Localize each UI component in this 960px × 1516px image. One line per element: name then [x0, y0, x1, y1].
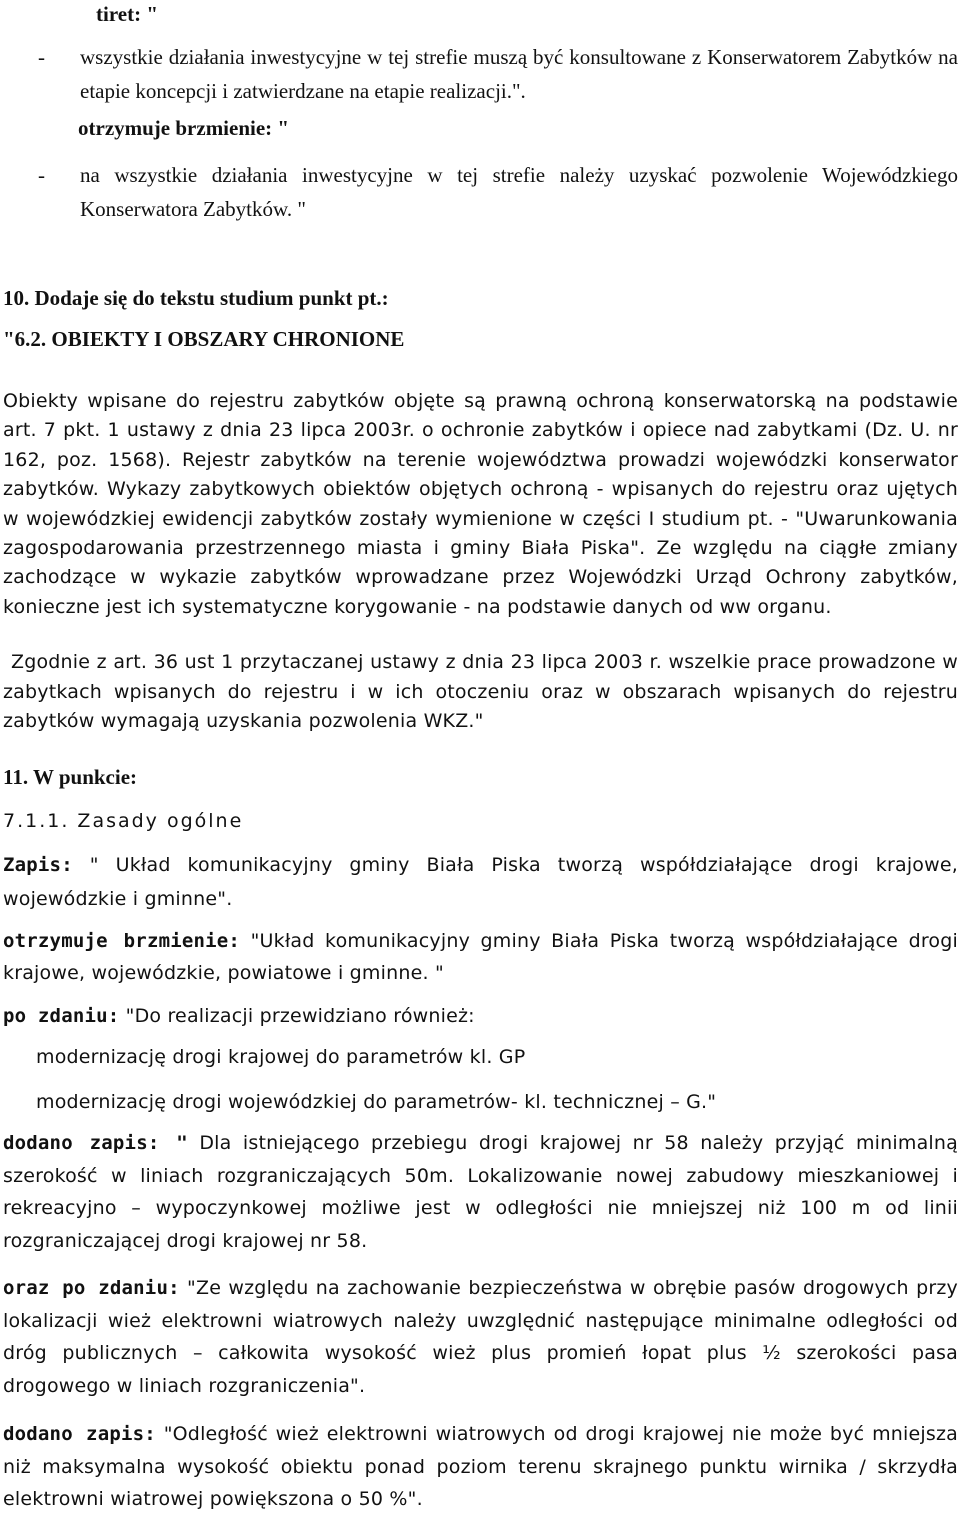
paragraph-dodano-zapis-2: [3, 1418, 958, 1516]
paragraph-oraz-po-zdaniu: [3, 1272, 958, 1402]
dodano-zapis-label: dodano zapis:: [3, 1423, 156, 1445]
otrzymuje-text: "Układ komunikacyjny gminy Biała Piska tworzą współdziałające drogi krajowe, wojewódzkie, powiatowe i gminne. ": [3, 930, 959, 984]
zapis-label: Zapis:: [3, 854, 73, 876]
list-dash: -: [38, 163, 45, 187]
paragraph-strefa-pozwolenie: na wszystkie działania inwestycyjne w tej strefie należy uzyskać pozwolenie Wojewódzkiego Konserwatora Zabytków. ": [80, 163, 958, 221]
oraz-label: oraz po zdaniu:: [3, 1277, 180, 1299]
section-10-heading: 10. Dodaje się do tekstu studium punkt pt.:: [3, 286, 389, 310]
paragraph-obiekty-chronione: Obiekty wpisane do rejestru zabytków objęte są prawną ochroną konserwatorską na podstawie art. 7 pkt. 1 ustawy z dnia 23 lipca 2003r. o ochronie zabytków i opiece nad zabytkami (Dz. U. nr 162, poz. 1568). Rejestr zabytków na terenie województwa prowadzi wojewódzki konserwator zabytków. Wykazy zabytkowych obiektów objętych ochroną - wpisanych do rejestru oraz ujętych w wojewódzkiej ewidencji zabytków zostały wymienione w części I studium pt. - "Uwarunkowania zagospodarowania przestrzennego miasta i gminy Biała Piska". Ze względu na ciągłe zmiany zachodzące w wykazie zabytków wprowadzane przez Wojewódzki Urząd Ochrony zabytków, konieczne jest ich systematyczne korygowanie - na podstawie danych od ww organu.: [3, 390, 958, 618]
paragraph-zgodnie-z-art: Zgodnie z art. 36 ust 1 przytaczanej ustawy z dnia 23 lipca 2003 r. wszelkie prace prowadzone w zabytkach wpisanych do rejestru i w ich otoczeniu oraz w obszarach wpisanych do rejestru zabytków wymagają uzyskania pozwolenia WKZ.": [3, 651, 958, 733]
po-zdaniu-label: po zdaniu:: [3, 1005, 120, 1027]
dodano-zapis-text: "Odległość wież elektrowni wiatrowych od drogi krajowej nie może być mniejsza niż maksymalna wysokość obiektu ponad poziom terenu skrajnego punktu wirnika / skrzydła elektrowni wiatrowej powiększona o 50 %".: [3, 1423, 958, 1510]
paragraph-otrzymuje-brzmienie: [3, 925, 958, 989]
otrzymuje-brzmienie-label: otrzymuje brzmienie: ": [78, 116, 290, 140]
dodano-zapis-label: dodano zapis: ": [3, 1132, 188, 1154]
section-11-heading: 11. W punkcie:: [3, 765, 138, 789]
paragraph-strefa-konsultacje: wszystkie działania inwestycyjne w tej strefie muszą być konsultowane z Konserwatorem Zabytków na etapie koncepcji i zatwierdzane na etapie realizacji.".: [80, 45, 958, 103]
paragraph-dodano-zapis-1: [3, 1127, 958, 1257]
po-zdaniu-text: "Do realizacji przewidziano również:: [119, 1005, 475, 1027]
section-6-2-heading: "6.2. OBIEKTY I OBSZARY CHRONIONE: [3, 327, 405, 351]
otrzymuje-label: otrzymuje brzmienie:: [3, 930, 241, 952]
list-item: modernizację drogi wojewódzkiej do parametrów- kl. technicznej – G.": [36, 1091, 717, 1113]
list-item: modernizację drogi krajowej do parametrów kl. GP: [36, 1046, 526, 1068]
zapis-text: " Układ komunikacyjny gminy Biała Piska tworzą współdziałające drogi krajowe, wojewódzkie i gminne".: [3, 854, 958, 910]
oraz-text: "Ze względu na zachowanie bezpieczeństwa w obrębie pasów drogowych przy lokalizacji wież elektrowni wiatrowych należy uwzględnić następujące minimalne odległości od dróg publicznych – całkowita wysokość wież plus promień łopat plus ½ szerokości pasa drogowego w liniach rozgraniczenia".: [3, 1277, 958, 1397]
paragraph-zapis: [3, 848, 958, 916]
section-7-1-1-heading: 7.1.1. Zasady ogólne: [3, 810, 244, 832]
dodano-zapis-text: Dla istniejącego przebiegu drogi krajowej nr 58 należy przyjąć minimalną szerokość w liniach rozgraniczających 50m. Lokalizowanie nowej zabudowy mieszkaniowej i rekreacyjno – wypoczynkowej możliwe jest w odległości nie mniejszej niż 100 m od linii rozgraniczającej drogi krajowej nr 58.: [3, 1132, 958, 1252]
paragraph-po-zdaniu: [3, 1002, 958, 1030]
list-dash: -: [38, 45, 45, 69]
tiret-label: tiret: ": [96, 2, 158, 26]
